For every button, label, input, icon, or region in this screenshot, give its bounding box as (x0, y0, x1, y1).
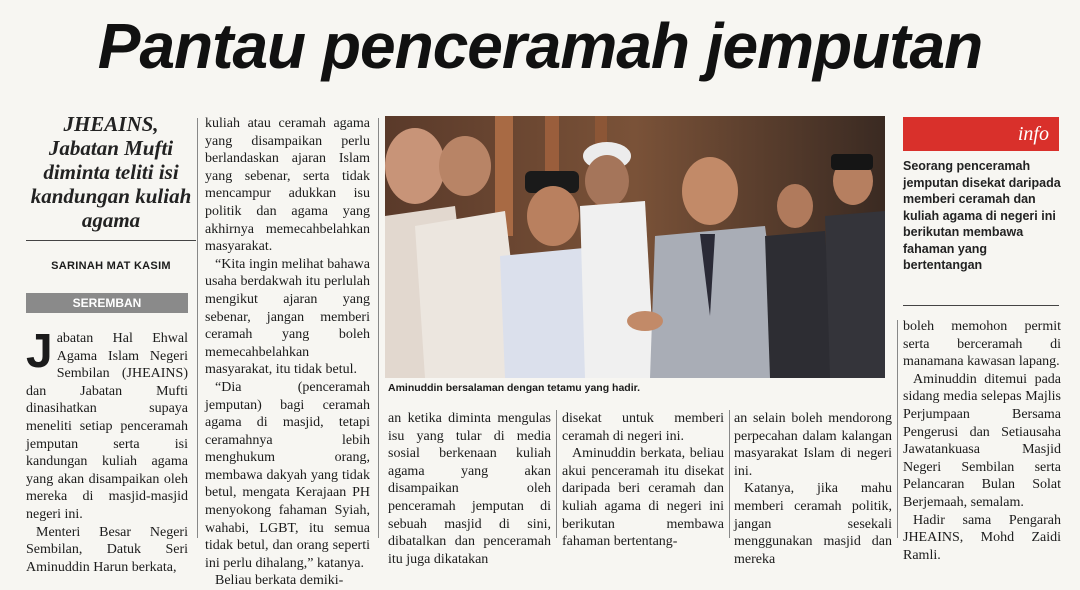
col6-para-1: boleh memohon permit serta berceramah di manamana kawasan lapang. (903, 319, 1061, 370)
column-divider (197, 118, 198, 538)
article-column-3 (388, 410, 551, 568)
col2-para-1: kuliah atau ceramah agama yang disampaikan perlu berlandaskan ajaran Islam yang sebenar, serta tidak mencampur adukkan isu politik dan agama yang akhirnya memecahbelahkan masyarakat. (205, 116, 370, 255)
dateline: SEREMBAN (26, 293, 188, 313)
deck: JHEAINS, Jabatan Mufti diminta teliti isi kandungan kuliah agama (30, 112, 192, 232)
col2-para-4: Beliau berkata demiki- (215, 573, 344, 589)
col5-para-1: an selain boleh mendorong perpecahan dalam kalangan masyarakat Islam di negeri ini. (734, 411, 892, 479)
article-column-5 (734, 410, 892, 568)
col1-para-2: Menteri Besar Negeri Sembilan, Datuk Seri Aminuddin Harun berkata, (26, 524, 188, 575)
col5-para-2: Katanya, jika mahu memberi ceramah politik, jangan sesekali menggunakan masjid dan mereka (734, 481, 892, 567)
article-column-2 (205, 115, 370, 590)
col6-para-3: Hadir sama Pengarah JHEAINS, Mohd Zaidi Ramli. (903, 512, 1061, 563)
col2-para-3: “Dia (penceramah jemputan) bagi ceramah agama di masjid, tetapi ceramahnya lebih menghukum orang, membawa dakyah yang tidak betul, mengata Kerajaan PH menyokong fahaman Syiah, wahabi, LGBT, itu semua tidak betul, dan orang seperti ini perlu dihalang,” katanya. (205, 379, 370, 571)
article-column-4 (562, 410, 724, 551)
column-divider (897, 320, 898, 538)
info-label: info (903, 117, 1059, 151)
article-column-1 (26, 325, 188, 576)
col4-para-2: Aminuddin berkata, beliau akui penceramah itu disekat daripada beri ceramah dan kuliah agama di negeri ini berikutan membawa fahaman bertentang- (562, 446, 724, 550)
col3-para-1: an ketika diminta mengulas isu yang tular di media sosial berkenaan kuliah agama yang akan disampaikan oleh penceramah jemputan di sebuah masjid di sini, dibatalkan dan penceramah itu juga dikatakan (388, 411, 551, 567)
column-divider (378, 118, 379, 538)
info-divider (903, 305, 1059, 306)
col2-para-2: “Kita ingin melihat bahawa usaha berdakwah itu perlulah mengikut ajaran yang sebenar, jangan memberi ceramah yang boleh memecahbelahkan masyarakat, itu tidak betul. (205, 256, 370, 378)
article-column-6 (903, 318, 1061, 564)
col1-para-1: Jabatan Hal Ehwal Agama Islam Negeri Sembilan (JHEAINS) dan Jabatan Mufti dinasihatkan supaya meneliti setiap penceramah jemputan serta isi kandungan kuliah agama yang akan disampaikan oleh mereka di masjid-masjid negeri ini. (26, 325, 188, 522)
col6-para-2: Aminuddin ditemui pada sidang media selepas Majlis Perjumpaan Bersama Pengerusi dan Setiausaha Jawatankuasa Masjid Negeri Sembilan serta Pelancaran Bulan Solat Berjemaah, semalam. (903, 371, 1061, 510)
byline: SARINAH MAT KASIM (51, 260, 171, 272)
news-photo (385, 116, 885, 378)
photo-caption: Aminuddin bersalaman dengan tetamu yang hadir. (388, 382, 641, 394)
info-text: Seorang penceramah jemputan disekat daripada memberi ceramah dan kuliah agama di negeri ini berikutan membawa fahaman yang bertentangan (903, 159, 1061, 272)
deck-divider (26, 240, 196, 241)
col4-para-1: disekat untuk memberi ceramah di negeri ini. (562, 411, 724, 444)
column-divider (729, 410, 730, 538)
dropcap: J (26, 325, 53, 378)
column-divider (556, 410, 557, 538)
headline: Pantau penceramah jemputan (97, 10, 983, 82)
